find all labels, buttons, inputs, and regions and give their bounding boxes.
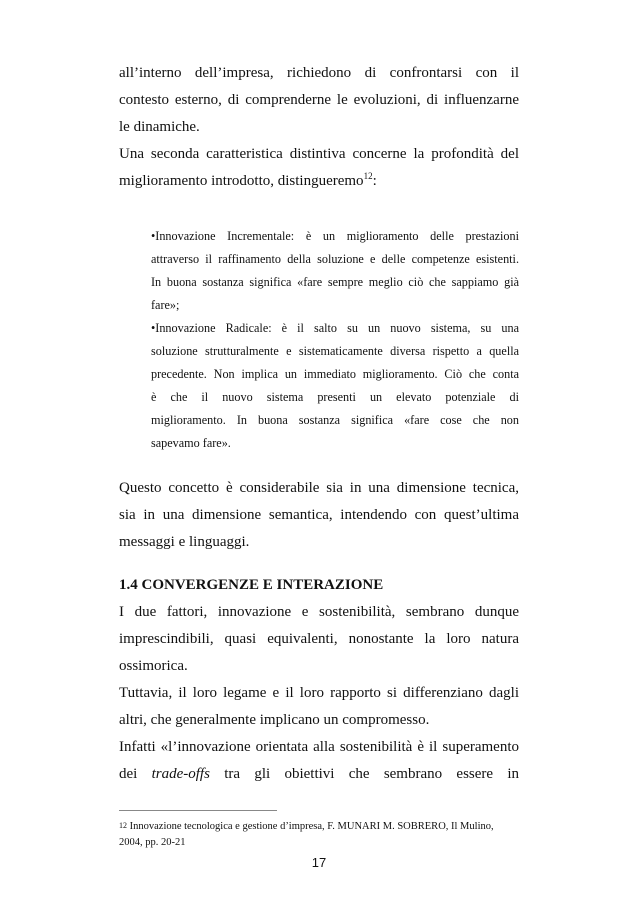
text-line: contesto esterno, di comprenderne le evoluzioni, di influenzarne <box>119 92 519 108</box>
text-segment: Innovazione Radicale: è il salto su un nuovo sistema, su una <box>155 321 519 335</box>
text-line <box>151 317 519 340</box>
paragraph-depth <box>119 141 519 195</box>
footnote <box>119 818 519 851</box>
text-line: messaggi e linguaggi. <box>119 534 250 550</box>
text-line: imprescindibili, quasi equivalenti, nonostante la loro natura <box>119 631 519 647</box>
text-line: altri, che generalmente implicano un compromesso. <box>119 712 430 728</box>
bullet-marker: • <box>151 229 156 243</box>
paragraph-continuation <box>119 60 519 141</box>
text-segment: tra gli obiettivi che sembrano essere in <box>209 766 519 782</box>
text-segment: Innovazione Incrementale: è un miglioramento delle prestazioni <box>155 229 519 243</box>
text-line: sapevamo fare». <box>151 436 231 450</box>
text-line: Tuttavia, il loro legame e il loro rapporto si differenziano dagli <box>119 685 519 701</box>
text-segment: dei <box>119 766 152 782</box>
text-line: le dinamiche. <box>119 119 200 135</box>
footnote-ref[interactable]: 12 <box>363 171 373 181</box>
text-line: precedente. Non implica un immediato miglioramento. Ciò che conta <box>151 367 519 381</box>
list-item-incremental <box>151 225 519 317</box>
innovation-types-list <box>151 225 519 455</box>
list-item-radical <box>151 317 519 455</box>
footnote-line <box>119 818 519 835</box>
text-line: attraverso il raffinamento della soluzione e delle competenze esistenti. <box>151 252 519 266</box>
page-number: 17 <box>311 855 327 870</box>
text-line: Questo concetto è considerabile sia in una dimensione tecnica, <box>119 480 519 496</box>
text-segment: : <box>372 173 377 189</box>
paragraph-concept <box>119 475 519 556</box>
text-line: soluzione strutturalmente e sistematicamente diversa rispetto a quella <box>151 344 519 358</box>
text-line: Infatti «l’innovazione orientata alla sostenibilità è il superamento <box>119 739 519 755</box>
footnote-divider <box>119 810 277 811</box>
text-line: all’interno dell’impresa, richiedono di confrontarsi con il <box>119 65 519 81</box>
text-line <box>119 761 519 788</box>
footnote-line: 2004, pp. 20-21 <box>119 837 186 848</box>
text-line: miglioramento. In buona sostanza significa «fare cose che non <box>151 413 519 427</box>
bullet-marker: • <box>151 321 156 335</box>
text-line: ossimorica. <box>119 658 188 674</box>
text-line: I due fattori, innovazione e sostenibilità, sembrano dunque <box>119 604 519 620</box>
paragraph-factors <box>119 599 519 680</box>
text-line: sia in una dimensione semantica, intendendo con quest’ultima <box>119 507 519 523</box>
paragraph-in-fact <box>119 734 519 788</box>
text-line: Una seconda caratteristica distintiva concerne la profondità del <box>119 146 519 162</box>
text-segment: miglioramento introdotto, distingueremo <box>119 173 364 189</box>
footnote-number: 12 <box>119 821 127 830</box>
text-line <box>119 168 519 195</box>
footnote-text: Innovazione tecnologica e gestione d’impresa, F. MUNARI M. SOBRERO, Il Mulino, <box>129 821 494 832</box>
italic-term: trade-offs <box>151 766 210 782</box>
text-line <box>151 225 519 248</box>
text-line: è che il nuovo sistema presenti un elevato potenziale di <box>151 390 519 404</box>
section-heading: 1.4 CONVERGENZE E INTERAZIONE <box>119 577 384 593</box>
section-heading-block <box>119 572 519 599</box>
text-line: fare»; <box>151 298 180 312</box>
paragraph-however <box>119 680 519 734</box>
text-line: In buona sostanza significa «fare sempre meglio ciò che sappiamo già <box>151 275 519 289</box>
